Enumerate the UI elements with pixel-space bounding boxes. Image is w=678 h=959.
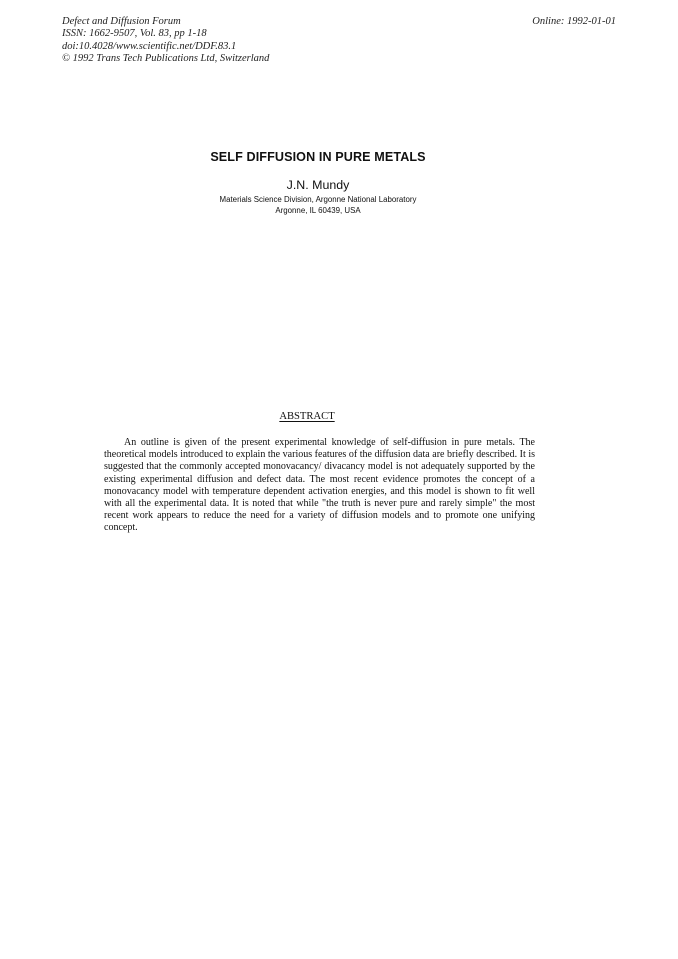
issn-line: ISSN: 1662-9507, Vol. 83, pp 1-18 [62,28,207,40]
author-name: J.N. Mundy [286,178,350,192]
journal-header [62,16,269,65]
author-affiliation [0,195,636,216]
journal-name: Defect and Diffusion Forum [62,16,181,27]
abstract-text: An outline is given of the present experimental knowledge of self-diffusion in pure metals. The theoretical models introduced to explain the various features of the diffusion data are briefly described. It is suggested that the commonly accepted monovacancy/ divacancy model is not adequately supported by the existing experimental diffusion and defect data. The most recent evidence promotes the concept of a monovacancy model with temperature dependent activation energies, and this model is shown to fit well with all the experimental data. It is noted that while "the truth is never pure and rarely simple" the most recent work appears to reduce the need for a variety of diffusion models and to promote one unifying concept. [104,437,535,534]
copyright-line: © 1992 Trans Tech Publications Ltd, Switzerland [62,52,270,64]
affiliation-line-1: Materials Science Division, Argonne National Laboratory [219,195,417,204]
doi-line: doi:10.4028/www.scientific.net/DDF.83.1 [62,40,237,52]
paper-title: SELF DIFFUSION IN PURE METALS [210,150,426,164]
online-date: Online: 1992-01-01 [532,16,616,27]
abstract-heading: ABSTRACT [279,411,335,422]
affiliation-line-2: Argonne, IL 60439, USA [275,205,361,215]
